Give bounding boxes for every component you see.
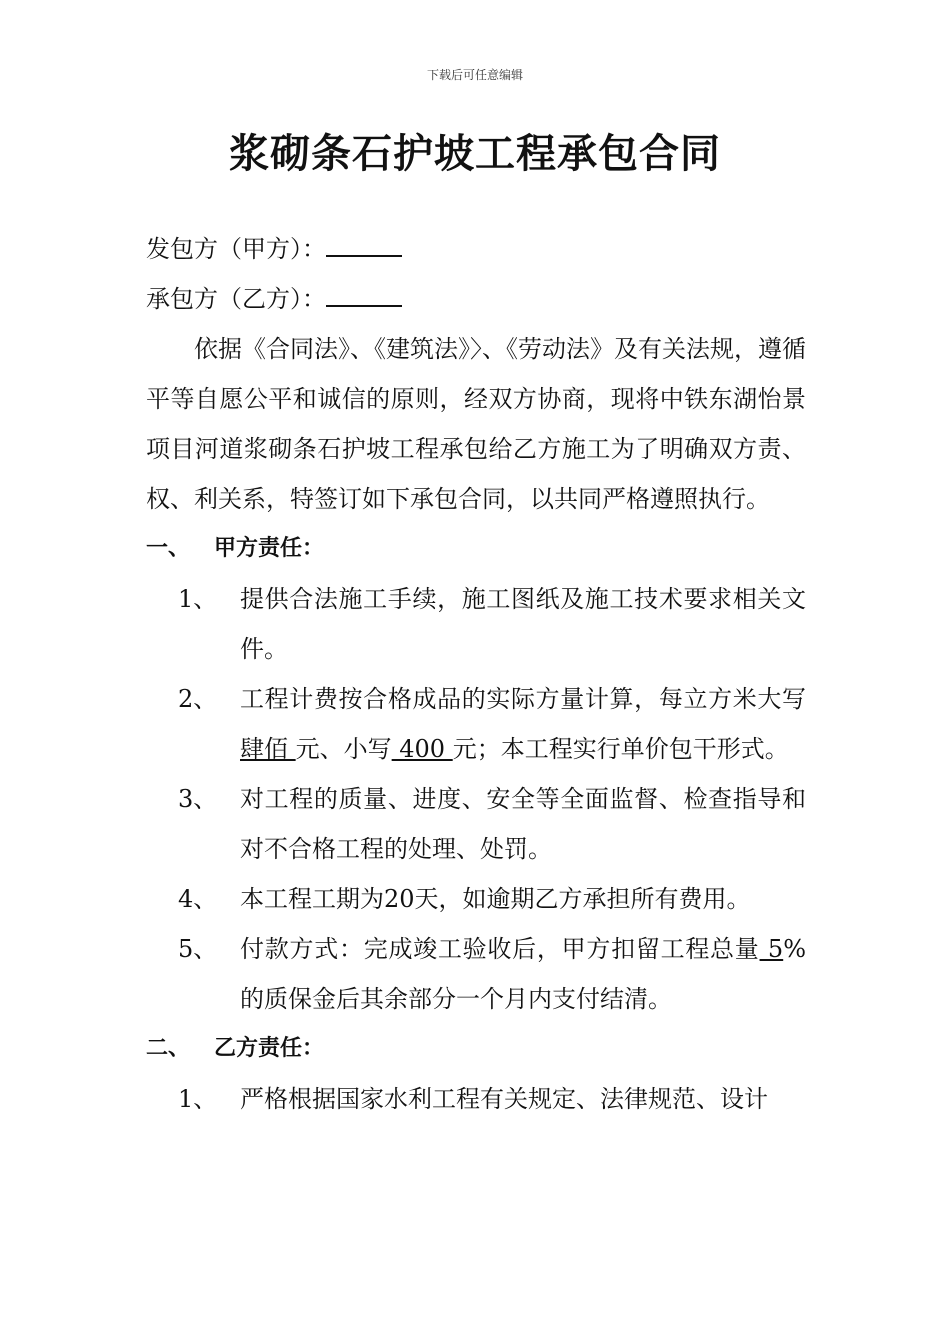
item-text: 对工程的质量、进度、安全等全面监督、检查指导和对不合格工程的处理、处罚。: [240, 785, 806, 863]
item-number: 4、: [178, 885, 218, 913]
item-text-post: %的质保金后其余部分一个月内支付结清。: [240, 935, 806, 1013]
party-a-line: [146, 224, 806, 274]
item-text: 本工程工期为20天，如逾期乙方承担所有费用。: [240, 885, 751, 913]
item-text-post: 元；本工程实行单价包干形式。: [452, 735, 789, 763]
section-1-heading: [146, 524, 806, 574]
document-title: 浆砌条石护坡工程承包合同: [229, 131, 721, 177]
item-text-pre: 工程计费按合格成品的实际方量计算，每立方米大写: [240, 685, 806, 713]
item-text-mid: 元、小写: [295, 735, 392, 763]
item-number: 1、: [178, 585, 218, 613]
item-text: 提供合法施工手续，施工图纸及施工技术要求相关文件。: [240, 585, 806, 663]
intro-paragraph: 依据《合同法》、《建筑法》〉、《劳动法》及有关法规，遵循平等自愿公平和诚信的原则，经双方协商，现将中铁东湖怡景项目河道浆砌条石护坡工程承包给乙方施工为了明确双方责、权、利关系，特签订如下承包合同，以共同严格遵照执行。: [146, 335, 806, 513]
party-b-line: [146, 274, 806, 324]
item-text: 严格根据国家水利工程有关规定、法律规范、设计: [240, 1085, 768, 1113]
section-1-item-1: [146, 574, 806, 674]
section-1-item-2: [146, 674, 806, 774]
section-1-number: 一、: [146, 536, 191, 561]
item-number: 1、: [178, 1085, 218, 1113]
retention-percent: 5: [759, 935, 784, 963]
document-body: [146, 224, 806, 1124]
party-b-blank: [326, 283, 402, 307]
item-text: [240, 674, 806, 774]
section-2-title: 乙方责任：: [214, 1036, 325, 1061]
party-a-blank: [326, 233, 402, 257]
section-2-number: 二、: [146, 1036, 191, 1061]
section-2-heading: [146, 1024, 806, 1074]
party-b-label: 承包方（乙方）：: [146, 285, 326, 313]
item-text: [240, 924, 806, 1024]
party-a-label: 发包方（甲方）：: [146, 235, 326, 263]
section-2-item-1: [146, 1074, 806, 1124]
header-note: 下载后可任意编辑: [426, 68, 523, 82]
item-number: 5、: [178, 935, 218, 963]
section-1-title: 甲方责任：: [214, 536, 325, 561]
price-words: 肆佰: [240, 735, 296, 763]
item-text-pre: 付款方式：完成竣工验收后，甲方扣留工程总量: [240, 935, 760, 963]
price-number: 400: [391, 735, 453, 763]
section-1-item-5: [146, 924, 806, 1024]
section-1-item-4: [146, 874, 806, 924]
item-number: 3、: [178, 785, 218, 813]
section-1-item-3: [146, 774, 806, 874]
item-number: 2、: [178, 685, 218, 713]
